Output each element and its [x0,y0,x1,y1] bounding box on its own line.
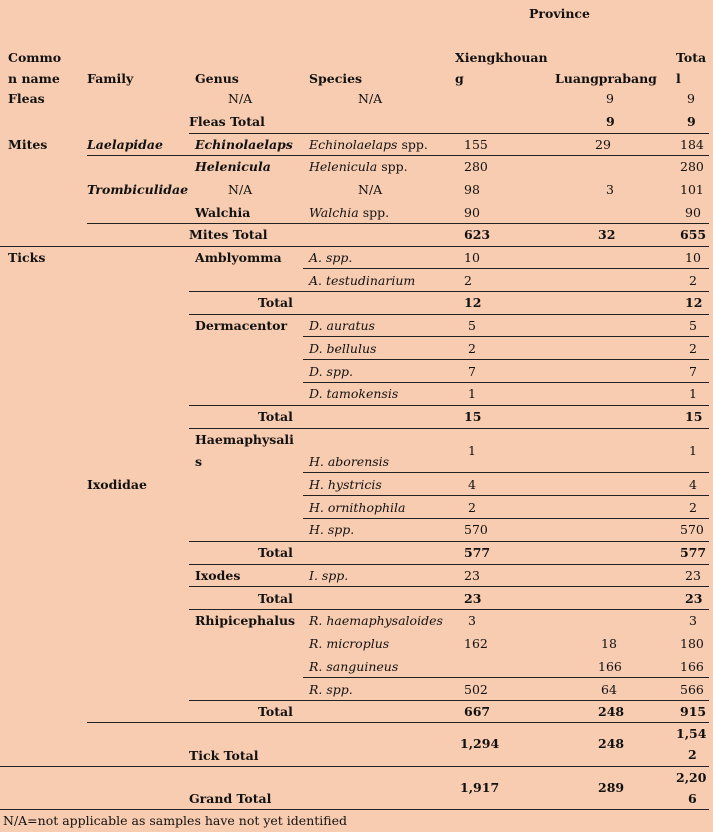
rhipicephalus-total-luang: 248 [598,704,625,719]
header-family: Family [87,71,134,86]
tick-total-label: Tick Total [189,748,259,763]
rhipicephalus-total: 3 [689,613,697,628]
tick-total-luang: 248 [598,736,625,751]
row-divider [189,586,709,587]
amblyomma-species: A. testudinarium [309,273,416,288]
rhipicephalus-species: R. microplus [309,636,390,651]
haemaphysalis-species: H. hystricis [309,477,382,492]
rhipicephalus-genus: Rhipicephalus [195,613,296,628]
mites-total-total: 655 [680,227,707,242]
haemaphysalis-xieng: 2 [468,500,476,515]
rhipicephalus-total: 166 [680,659,704,674]
tick-total-xieng: 1,294 [460,736,500,751]
row-divider [303,359,709,360]
header-species: Species [309,71,363,86]
mites-total-label: Mites Total [189,227,268,242]
header-genus: Genus [195,71,239,86]
row-divider [303,472,709,473]
amblyomma-total-xieng: 12 [464,295,482,310]
dermacentor-species: D. bellulus [309,341,377,356]
haemaphysalis-xieng: 1 [468,443,476,458]
rhipicephalus-species: R. haemaphysaloides [309,613,443,628]
row-divider [303,495,709,496]
rhipicephalus-total: 566 [680,682,704,697]
haemaphysalis-species: H. ornithophila [309,500,406,515]
ixodes-total-label: Total [258,591,293,606]
dermacentor-xieng: 7 [468,364,476,379]
row-divider [303,382,709,383]
amblyomma-xieng: 10 [464,250,480,265]
rhipicephalus-total-total: 915 [680,704,707,719]
rhipicephalus-species: R. spp. [309,682,353,697]
grand-total-label: Grand Total [189,791,272,806]
rhipicephalus-species: R. sanguineus [309,659,399,674]
haemaphysalis-species: H. aborensis [309,454,390,469]
haemaphysalis-xieng: 570 [464,522,488,537]
rhipicephalus-xieng: 162 [464,636,488,651]
mites-divider [0,246,709,247]
dermacentor-xieng: 1 [468,386,476,401]
fleas-total-luang: 9 [606,114,615,129]
mites-family-trombiculidae: Trombiculidae [87,182,189,197]
ixodes-xieng: 23 [464,568,480,583]
tick-total-total-1: 1,54 [676,726,707,741]
mites-genus: Walchia [195,205,251,220]
haemaphysalis-total-total: 577 [680,545,707,560]
amblyomma-xieng: 2 [464,273,472,288]
mites-xieng: 155 [464,137,488,152]
amblyomma-total: 10 [685,250,701,265]
row-divider [189,291,709,292]
haemaphysalis-total: 2 [689,500,697,515]
dermacentor-total: 2 [689,341,697,356]
laelapidae-divider [87,155,709,156]
fleas-luang: 9 [606,91,614,106]
fleas-name: Fleas [8,91,45,106]
row-divider [189,428,709,429]
rhipicephalus-total-xieng: 667 [464,704,491,719]
header-xiengkhouang-2: g [455,71,464,86]
header-common-name-1: Commo [8,50,62,65]
mites-genus: N/A [228,182,253,197]
haemaphysalis-genus-1: Haemaphysali [195,432,294,447]
dermacentor-total: 5 [689,318,697,333]
fleas-total: 9 [687,91,695,106]
haemaphysalis-total: 1 [689,443,697,458]
rhipicephalus-xieng: 3 [468,613,476,628]
dermacentor-species: D. spp. [309,364,353,379]
ticks-family: Ixodidae [87,477,147,492]
haemaphysalis-total-label: Total [258,545,293,560]
ixodes-genus: Ixodes [195,568,241,583]
mites-total-luang: 32 [598,227,616,242]
mites-total: 101 [680,182,704,197]
haemaphysalis-total: 4 [689,477,697,492]
row-divider [303,336,709,337]
rhipicephalus-luang: 64 [601,682,617,697]
mites-genus: Echinolaelaps [195,137,293,152]
amblyomma-total-label: Total [258,295,293,310]
ticks-divider [0,766,709,767]
haemaphysalis-total-xieng: 577 [464,545,491,560]
mites-genus: Helenicula [195,159,271,174]
row-divider [303,677,709,678]
dermacentor-total: 7 [689,364,697,379]
ixodes-species: I. spp. [309,568,349,583]
ixodes-total: 23 [685,568,701,583]
mites-total: 184 [680,137,704,152]
ixodes-total-total: 23 [685,591,703,606]
mites-xieng: 98 [464,182,480,197]
header-total-2: l [676,71,681,86]
haemaphysalis-xieng: 4 [468,477,476,492]
tick-total-total-2: 2 [688,747,697,762]
ixodes-total-xieng: 23 [464,591,482,606]
mites-species: Helenicula spp. [309,159,408,174]
mites-xieng: 90 [464,205,480,220]
mites-luang: 3 [606,182,614,197]
footnote: N/A=not applicable as samples have not yet identified [3,813,348,828]
row-divider [303,268,709,269]
rhipicephalus-xieng: 502 [464,682,488,697]
mites-total: 280 [680,159,704,174]
rhipicephalus-total: 180 [680,636,704,651]
mites-luang: 29 [595,137,611,152]
row-divider [189,405,709,406]
dermacentor-total-xieng: 15 [464,409,482,424]
amblyomma-total: 2 [689,273,697,288]
trombiculidae-divider [87,223,709,224]
ixodidae-divider [87,722,709,723]
amblyomma-total-total: 12 [685,295,703,310]
header-total-1: Tota [676,50,707,65]
rhipicephalus-luang: 18 [601,636,617,651]
haemaphysalis-genus-2: s [195,454,203,469]
header-common-name-2: n name [8,71,60,86]
grand-total-divider [0,809,709,810]
mites-name: Mites [8,137,48,152]
fleas-divider [189,133,709,134]
grand-total-total-1: 2,20 [676,770,707,785]
ticks-name: Ticks [8,250,46,265]
dermacentor-total-total: 15 [685,409,703,424]
row-divider [189,609,709,610]
dermacentor-species: D. tamokensis [309,386,399,401]
grand-total-xieng: 1,917 [460,780,500,795]
dermacentor-xieng: 2 [468,341,476,356]
rhipicephalus-luang: 166 [598,659,622,674]
dermacentor-genus: Dermacentor [195,318,288,333]
dermacentor-total-label: Total [258,409,293,424]
amblyomma-genus: Amblyomma [195,250,282,265]
header-xiengkhouang-1: Xiengkhouan [455,50,548,65]
mites-total-xieng: 623 [464,227,491,242]
header-luangprabang: Luangprabang [555,71,657,86]
mites-total: 90 [685,205,701,220]
dermacentor-xieng: 5 [468,318,476,333]
fleas-genus: N/A [228,91,253,106]
grand-total-luang: 289 [598,780,625,795]
mites-species: Echinolaelaps spp. [309,137,428,152]
dermacentor-total: 1 [689,386,697,401]
row-divider [303,518,709,519]
amblyomma-species: A. spp. [309,250,353,265]
fleas-total-total: 9 [687,114,696,129]
row-divider [189,314,709,315]
fleas-total-label: Fleas Total [189,114,265,129]
mites-species: N/A [358,182,383,197]
fleas-species: N/A [358,91,383,106]
row-divider [189,541,709,542]
mites-species: Walchia spp. [309,205,390,220]
dermacentor-species: D. auratus [309,318,375,333]
header-province: Province [529,6,590,21]
haemaphysalis-species: H. spp. [309,522,355,537]
mites-xieng: 280 [464,159,488,174]
haemaphysalis-total: 570 [680,522,704,537]
grand-total-total-2: 6 [688,791,697,806]
row-divider [189,700,709,701]
row-divider [189,564,709,565]
mites-family-laelapidae: Laelapidae [87,137,163,152]
rhipicephalus-total-label: Total [258,704,293,719]
